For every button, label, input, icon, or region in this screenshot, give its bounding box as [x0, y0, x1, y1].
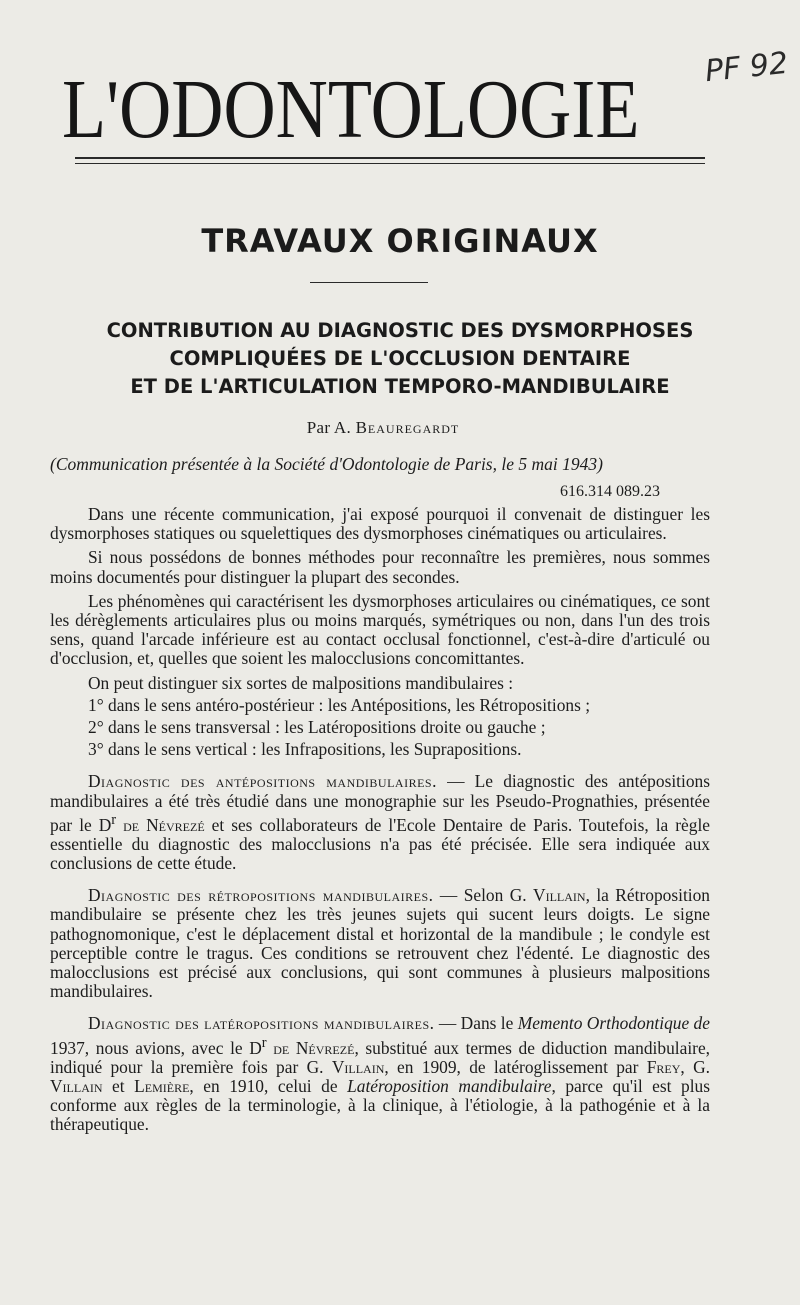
byline — [0, 418, 766, 438]
article-title-line-3: ET DE L'ARTICULATION TEMPORO-MANDIBULAIRE — [130, 375, 670, 398]
antepositions-heading: Diagnostic des antépositions mandibulaires. — [88, 771, 437, 792]
paragraph-lateropositions: Diagnostic des latéropositions mandibulaires. — Dans le Memento Orthodontique de 1937, nous avions, avec le $D^r$ de Névrezé, substitué aux termes de diduction mandibulaire, indiqué pour la première fois par G. Villain, en 1909, de latéroglissement par Frey, G. Villain et Lemière, en 1910, celui de Latéroposition mandibulaire, parce qu'il est plus conforme aux règles de la terminologie, à la clinique, à l'étiologie, à la pathogénie et à la thérapeutique. — [50, 1013, 711, 1135]
list-item-antero-posterior: 1° dans le sens antéro-postérieur : les Antépositions, les Rétropositions ; — [88, 694, 591, 715]
article-title — [0, 317, 800, 401]
author-name: Beauregardt — [355, 418, 460, 437]
classification-number: 616.314 089.23 — [560, 483, 660, 500]
section-rule — [310, 282, 428, 283]
lateropositions-heading: Diagnostic des latéropositions mandibulaires. — [88, 1013, 435, 1034]
paragraph-antepositions: Diagnostic des antépositions mandibulaires. — Le diagnostic des antépositions mandibulaires a été très étudié dans une monographie sur les Pseudo-Prognathies, présentée par le $D^r$ de Névrezé et ses collaborateurs de l'Ecole Dentaire de Paris. Toutefois, la règle essentielle du diagnostic des malocclusions n'a pas été précisée. Elle sera indiquée aux conclusions de cette étude. — [50, 771, 710, 874]
paragraph-retropositions: Diagnostic des rétropositions mandibulaires. — Selon G. Villain, la Rétroposition mandibulaire se présente chez les très jeunes sujets qui sucent leurs doigts. Le signe pathognomonique, c'est le déplacement distal et horizontal de la mandibule ; le condyle est perceptible contre le tragus. Ces conditions se retrouvent chez l'édenté. Le diagnostic des malocclusions est précisé aux conclusions, qui sont communes à plusieurs malpositions mandibulaires. — [50, 885, 710, 1002]
header-rule-thick — [75, 157, 705, 159]
header-rule-thin — [75, 163, 705, 164]
article-title-line-1: CONTRIBUTION AU DIAGNOSTIC DES DYSMORPHOSES — [106, 319, 694, 342]
paragraph-intro: Dans une récente communication, j'ai exposé pourquoi il convenait de distinguer les dysmorphoses statiques ou squelettiques des dysmorphoses cinématiques ou articulaires. — [50, 504, 710, 544]
journal-title: L'ODONTOLOGIE — [62, 63, 640, 156]
paragraph-phenomena: Les phénomènes qui caractérisent les dysmorphoses articulaires ou cinématiques, ce sont les dérèglements articulaires plus ou moins marqués, symétriques ou non, dans l'un des trois sens, quand l'arcade inférieure est au contact occlusal fonctionnel, c'est-à-dire d'articulé ou d'occlusion, et, quelles que soient les malocclusions concomittantes. — [50, 590, 710, 669]
list-item-vertical: 3° dans le sens vertical : les Infrapositions, les Suprapositions. — [88, 739, 522, 760]
retropositions-heading: Diagnostic des rétropositions mandibulaires. — [88, 885, 434, 906]
byline-prefix: Par A. — [306, 418, 352, 437]
article-body — [50, 505, 710, 1139]
article-title-line-2: COMPLIQUÉES DE L'OCCLUSION DENTAIRE — [169, 347, 631, 370]
communication-note: (Communication présentée à la Société d'Odontologie de Paris, le 5 mai 1943) — [50, 454, 603, 474]
handwritten-shelf-mark: PF 92 — [703, 45, 790, 90]
section-title: TRAVAUX ORIGINAUX — [201, 222, 599, 260]
paragraph-six-types: On peut distinguer six sortes de malpositions mandibulaires : — [88, 672, 514, 693]
paragraph-methods: Si nous possédons de bonnes méthodes pour reconnaître les premières, nous sommes moins documentés pour distinguer la plupart des secondes. — [50, 547, 710, 587]
list-item-transversal: 2° dans le sens transversal : les Latéropositions droite ou gauche ; — [88, 717, 546, 738]
